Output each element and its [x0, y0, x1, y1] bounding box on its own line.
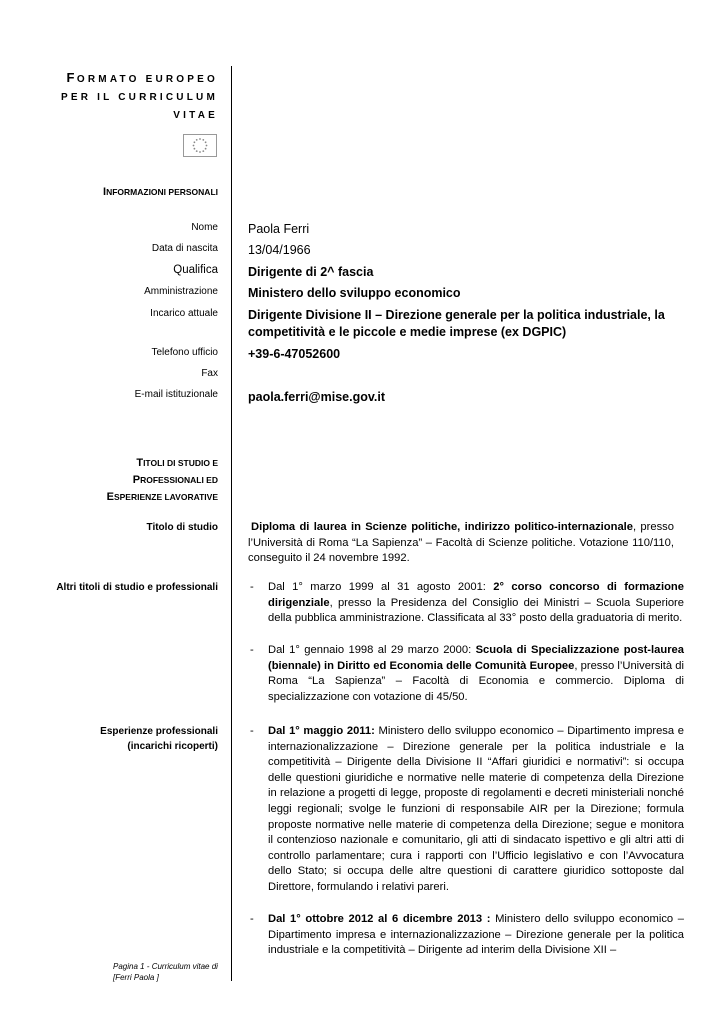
vertical-divider	[231, 66, 232, 981]
list-item-altri-2: - Dal 1° gennaio 1998 al 29 marzo 2000: Scuola di Specializzazione post-laurea (biennale) in Diritto ed Economia delle Comunità Europee, presso l’Università di Roma “La Sapienza” – Facoltà di Economia e commercio. Diploma di specializzazione con votazione di 45/50.	[250, 644, 684, 703]
label-esperienze-sub: (incarichi ricoperti)	[127, 741, 218, 752]
document-title: FORMATO EUROPEO PER IL CURRICULUM VITAE	[61, 70, 218, 121]
label-esperienze: Esperienze professionali	[100, 726, 218, 737]
label-email: E-mail istituzionale	[134, 389, 218, 400]
list-item-esperienza-2: - Dal 1° ottobre 2012 al 6 dicembre 2013 : Ministero dello sviluppo economico – Dipartimento impresa e internazionalizzazione – Direzione generale per la politica industriale e la competitività – Dirigente ad interim della Divisione XII –	[250, 913, 685, 957]
section-studies-heading: TITOLI DI STUDIO E PROFESSIONALI ED ESPERIENZE LAVORATIVE	[106, 457, 218, 503]
value-nome: Paola Ferri	[248, 222, 310, 236]
label-titolo-studio: Titolo di studio	[146, 522, 218, 533]
label-telefono: Telefono ufficio	[151, 347, 218, 358]
list-item-altri-1: - Dal 1° marzo 1999 al 31 agosto 2001: 2° corso concorso di formazione dirigenziale, presso la Presidenza del Consiglio dei Ministri – Scuola Superiore della pubblica amministrazione. Classificata al 33° posto della graduatoria di merito.	[250, 581, 684, 625]
titolo-studio-text: Diploma di laurea in Scienze politiche, indirizzo politico-internazionale, presso l’Università di Roma “La Sapienza” – Facoltà di Scienze politiche. Votazione 110/110, conseguito il 24 novembre 1992.	[248, 521, 674, 565]
list-item-esperienza-1: - Dal 1° maggio 2011: Ministero dello sviluppo economico – Dipartimento impresa e internazionalizzazione – Direzione generale per la politica industriale e la competitività – Dirigente della Divisione II “Affari giuridici e normativi”: si occupa delle questioni giuridiche e normative nelle materie di competenza della Direzione in relazione a progetti di legge, proposte di regolamenti e decreti ministeriali nonché leggi regionali; svolge le funzioni di responsabile AIR per la Direzione; formula proposte normative nelle materie di competenza della Direzione; segue e monitora il contenzioso nazionale e comunitario, gli atti di sindacato ispettivo e gli altri atti di controllo parlamentare; cura i rapporti con l’Ufficio legislativo e con l’Avvocatura dello Stato; si occupa delle altre questioni di carattere giuridico sottoposte dal Direttore, formulando i relativi pareri.	[250, 725, 684, 893]
section-personal-info-heading: INFORMAZIONI PERSONALI	[103, 186, 218, 198]
eu-flag-logo	[183, 134, 217, 157]
value-telefono: +39-6-47052600	[248, 347, 341, 361]
value-incarico-line2: competitività e le piccole e medie imprese (ex DGPIC)	[248, 325, 567, 339]
value-amministrazione: Ministero dello sviluppo economico	[248, 286, 461, 300]
page-footer: Pagina 1 - Curriculum vitae di [Ferri Paola ]	[113, 962, 218, 982]
label-incarico: Incarico attuale	[150, 308, 218, 319]
label-data-nascita: Data di nascita	[151, 243, 218, 254]
label-amministrazione: Amministrazione	[144, 286, 218, 297]
label-altri-titoli: Altri titoli di studio e professionali	[56, 582, 218, 593]
label-fax: Fax	[201, 368, 218, 379]
label-qualifica: Qualifica	[173, 264, 218, 276]
value-qualifica: Dirigente di 2^ fascia	[248, 265, 374, 279]
value-data-nascita: 13/04/1966	[248, 243, 311, 257]
label-nome: Nome	[191, 222, 218, 233]
value-email: paola.ferri@mise.gov.it	[248, 390, 385, 404]
value-incarico-line1: Dirigente Divisione II – Direzione generale per la politica industriale, la	[248, 308, 665, 322]
